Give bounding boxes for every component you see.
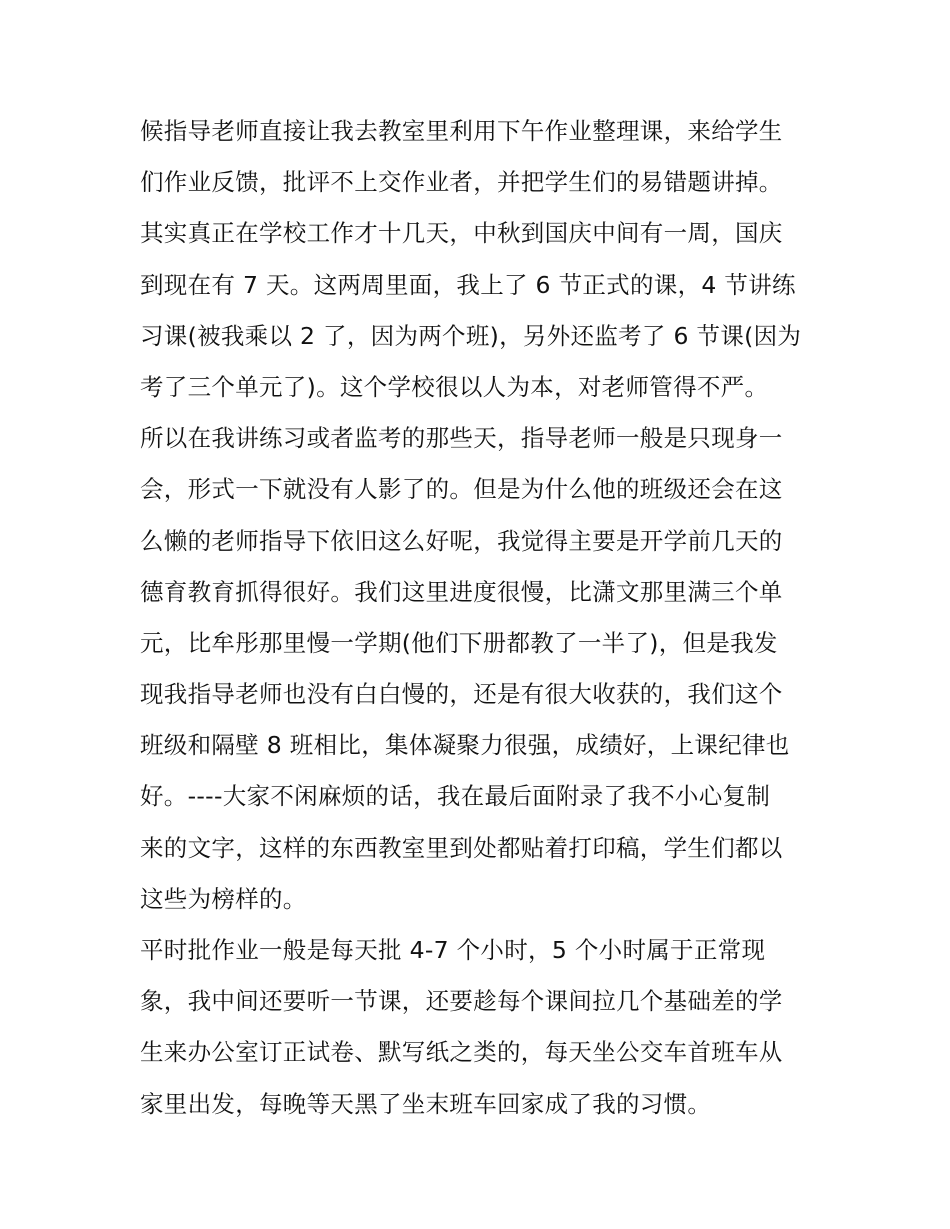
- text-line: 所以在我讲练习或者监考的那些天，指导老师一般是只现身一: [140, 424, 783, 453]
- text-line: 候指导老师直接让我去教室里利用下午作业整理课，来给学生: [140, 117, 783, 145]
- text-line: 会，形式一下就没有人影了的。但是为什么他的班级还会在这: [140, 475, 783, 504]
- text-line: 们作业反馈，批评不上交作业者，并把学生们的易错题讲掉。: [140, 168, 783, 197]
- paragraph-1: [140, 106, 820, 925]
- text-line: 好。----大家不闲麻烦的话，我在最后面附录了我不小心复制: [140, 782, 771, 811]
- text-line: 习课(被我乘以 2 了，因为两个班)，另外还监考了 6 节课(因为: [140, 321, 802, 350]
- text-line: 班级和隔壁 8 班相比，集体凝聚力很强，成绩好，上课纪律也: [140, 731, 790, 760]
- paragraph-2: [140, 925, 820, 1130]
- text-line: 平时批作业一般是每天批 4-7 个小时，5 个小时属于正常现: [140, 936, 766, 964]
- text-line: 这些为榜样的。: [140, 884, 307, 913]
- text-line: 象，我中间还要听一节课，还要趁每个课间拉几个基础差的学: [140, 987, 783, 1016]
- body-text: [140, 106, 820, 1130]
- text-line: 家里出发，每晚等天黑了坐末班车回家成了我的习惯。: [140, 1089, 712, 1118]
- text-line: 来的文字，这样的东西教室里到处都贴着打印稿，学生们都以: [140, 833, 783, 862]
- text-line: 德育教育抓得很好。我们这里进度很慢，比潇文那里满三个单: [140, 577, 783, 606]
- text-line: 生来办公室订正试卷、默写纸之类的，每天坐公交车首班车从: [140, 1038, 783, 1067]
- text-line: 现我指导老师也没有白白慢的，还是有很大收获的，我们这个: [140, 680, 783, 709]
- text-line: 考了三个单元了)。这个学校很以人为本，对老师管得不严。: [140, 372, 769, 401]
- text-line: 到现在有 7 天。这两周里面，我上了 6 节正式的课，4 节讲练: [140, 270, 796, 299]
- text-line: 其实真正在学校工作才十几天，中秋到国庆中间有一周，国庆: [140, 219, 783, 248]
- text-line: 么懒的老师指导下依旧这么好呢，我觉得主要是开学前几天的: [140, 526, 783, 555]
- text-line: 元，比牟彤那里慢一学期(他们下册都教了一半了)，但是我发: [140, 628, 778, 657]
